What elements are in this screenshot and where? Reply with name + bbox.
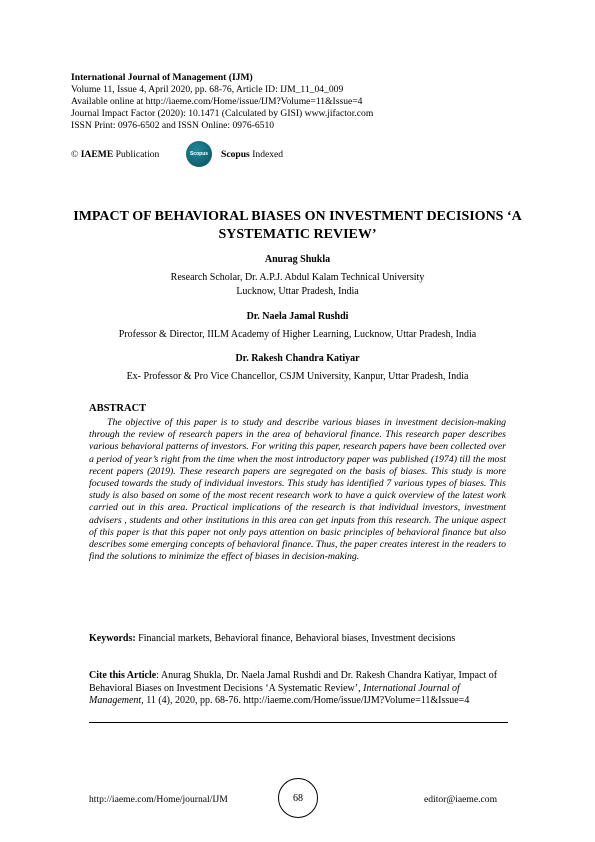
keywords <box>89 632 506 646</box>
available-online: Available online at http://iaeme.com/Home/issue/IJM?Volume=11&Issue=4 <box>71 96 363 107</box>
publisher-row <box>71 141 531 169</box>
journal-header <box>71 72 531 132</box>
cite-details: , 11 (4), 2020, pp. 68-76. <box>141 695 241 706</box>
author-affiliation: Professor & Director, IILM Academy of Higher Learning, Lucknow, Uttar Pradesh, India <box>118 329 477 340</box>
journal-name: International Journal of Management (IJM) <box>71 72 253 83</box>
author-affiliation: Ex- Professor & Pro Vice Chancellor, CSJM University, Kanpur, Uttar Pradesh, India <box>126 371 469 382</box>
keywords-label: Keywords: <box>89 633 136 644</box>
footer-url[interactable]: http://iaeme.com/Home/journal/IJM <box>89 794 228 805</box>
publisher-word: Publication <box>115 149 160 160</box>
author-name: Dr. Rakesh Chandra Katiyar <box>235 353 360 364</box>
footer-email[interactable]: editor@iaeme.com <box>424 794 498 805</box>
page-number: 68 <box>278 778 318 818</box>
indexed-word: Indexed <box>252 149 284 160</box>
abstract-text: The objective of this paper is to study and describe various biases in investment decision-making through the review of research papers in the area of behavioral finance. This research paper describes various behavioral patterns of investors. For writing this paper, research papers have been collected over a period of year’s right from the time when the most introductory paper was published (1974) till the most recent papers (2019). These research papers are segregated on the basis of biases. This study is more focused towards the study of individual investors. This study has identified 7 various types of biases. This study is also based on some of the most recent research work to have a quick overview of the latest work carried out in this area. Practical implications of the research is that individual investors, investment advisers , students and other institutions in this area can get inputs from this research. The unique aspect of this paper is that this paper not only pays attention on basic principles of behavioral finance but also describes some emerging concepts of behavioral finance. Thus, the paper creates interest in the readers to find the solutions to minimize the effect of biases in decision-making. <box>89 417 506 563</box>
abstract-heading: ABSTRACT <box>89 403 147 414</box>
publisher-name: IAEME <box>80 149 114 160</box>
author-affiliation: Research Scholar, Dr. A.P.J. Abdul Kalam Technical University <box>170 272 425 283</box>
scopus-word: Scopus <box>221 149 250 160</box>
author-name: Anurag Shukla <box>264 254 331 265</box>
scopus-logo-icon: Scopus <box>186 141 212 167</box>
impact-factor: Journal Impact Factor (2020): 10.1471 (Calculated by GISI) www.jifactor.com <box>71 108 374 119</box>
issue-info: Volume 11, Issue 4, April 2020, pp. 68-76, Article ID: IJM_11_04_009 <box>71 84 344 95</box>
divider <box>89 722 508 723</box>
author-name: Dr. Naela Jamal Rushdi <box>246 311 349 322</box>
keywords-text: Financial markets, Behavioral finance, Behavioral biases, Investment decisions <box>138 633 456 644</box>
citation <box>89 670 506 708</box>
copyright-symbol: © <box>71 149 79 160</box>
cite-url[interactable]: http://iaeme.com/Home/issue/IJM?Volume=11&Issue=4 <box>243 695 470 706</box>
author-affiliation: Lucknow, Uttar Pradesh, India <box>236 286 359 297</box>
cite-label: Cite this Article <box>89 670 157 681</box>
issn-info: ISSN Print: 0976-6502 and ISSN Online: 0976-6510 <box>71 120 275 131</box>
scopus-indexed <box>221 149 283 160</box>
paper-title: IMPACT OF BEHAVIORAL BIASES ON INVESTMENT DECISIONS ‘A SYSTEMATIC REVIEW’ <box>73 209 522 242</box>
cite-text: : Anurag Shukla, Dr. Naela Jamal Rushdi and Dr. Rakesh Chandra Katiyar, Impact of Behavioral Biases on Investment Decisions ‘A Systematic Review’, <box>89 670 498 694</box>
cite-journal: International Journal of Management <box>89 682 460 706</box>
publisher-credit <box>71 149 159 160</box>
